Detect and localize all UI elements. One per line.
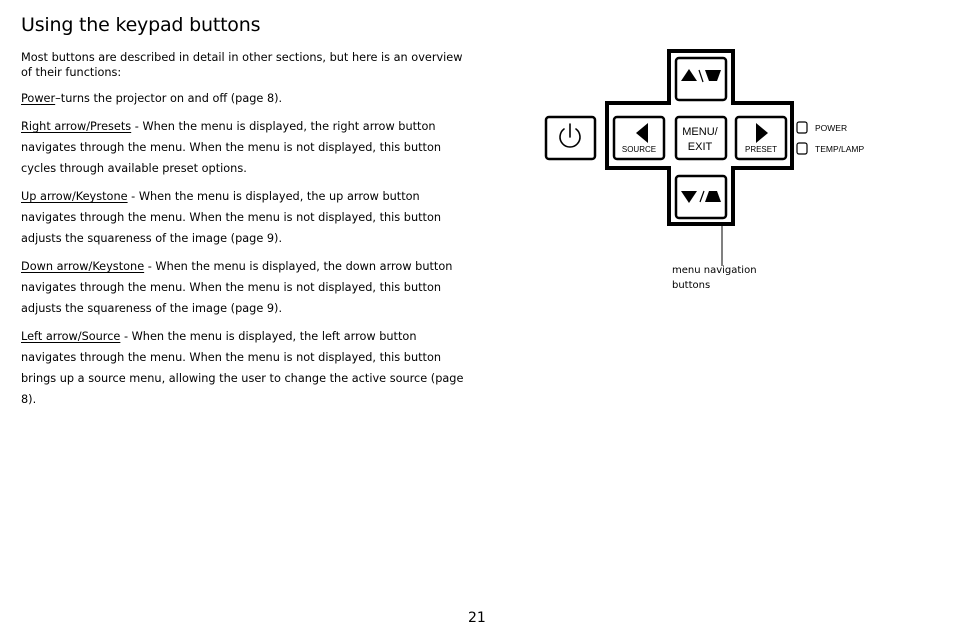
term-right-arrow: Right arrow/Presets [21, 120, 132, 133]
term-left-arrow: Left arrow/Source [21, 330, 121, 343]
preset-label: PRESET [744, 145, 778, 154]
power-button[interactable] [546, 117, 595, 159]
menu-label: MENU/ [682, 126, 718, 138]
power-led-label: POWER [815, 123, 848, 133]
temp-lamp-led-label: TEMP/LAMP [815, 144, 865, 154]
left-arrow-source-button[interactable] [614, 117, 664, 159]
item-right-arrow [21, 116, 466, 179]
intro-paragraph: Most buttons are described in detail in other sections, but here is an overview of their functions: [21, 51, 463, 79]
term-up-arrow: Up arrow/Keystone [21, 190, 128, 203]
right-arrow-preset-button[interactable] [736, 117, 786, 159]
page-title: Using the keypad buttons [21, 14, 261, 36]
term-down-arrow: Down arrow/Keystone [21, 260, 145, 273]
down-arrow-keystone-button[interactable] [676, 176, 726, 218]
term-power: Power [21, 92, 56, 105]
desc-up-arrow: - When the menu is displayed, the up arrow button navigates through the menu. When the menu is not displayed, this button adjusts the squareness of the image (page 9). [21, 190, 442, 245]
item-power [21, 88, 466, 109]
menu-exit-button[interactable] [676, 117, 726, 159]
page-number: 21 [468, 610, 486, 626]
item-down-arrow [21, 256, 466, 319]
desc-left-arrow: - When the menu is displayed, the left arrow button navigates through the menu. When the menu is not displayed, this button brings up a source menu, allowing the user to change the active source (page 8). [21, 330, 464, 406]
desc-down-arrow: - When the menu is displayed, the down arrow button navigates through the menu. When the menu is not displayed, this button adjusts the squareness of the image (page 9). [21, 260, 453, 315]
item-left-arrow [21, 326, 466, 410]
temp-lamp-led [797, 143, 864, 154]
power-led [797, 122, 847, 133]
desc-power: –turns the projector on and off (page 8). [55, 92, 283, 105]
body-text [21, 50, 466, 417]
exit-label: EXIT [687, 141, 713, 153]
up-arrow-keystone-button[interactable] [676, 58, 726, 100]
source-label: SOURCE [621, 145, 657, 154]
figure-caption: menu navigation buttons [672, 265, 757, 291]
desc-right-arrow: - When the menu is displayed, the right arrow button navigates through the menu. When the menu is not displayed, this button cycles through available preset options. [21, 120, 442, 175]
item-up-arrow [21, 186, 466, 249]
